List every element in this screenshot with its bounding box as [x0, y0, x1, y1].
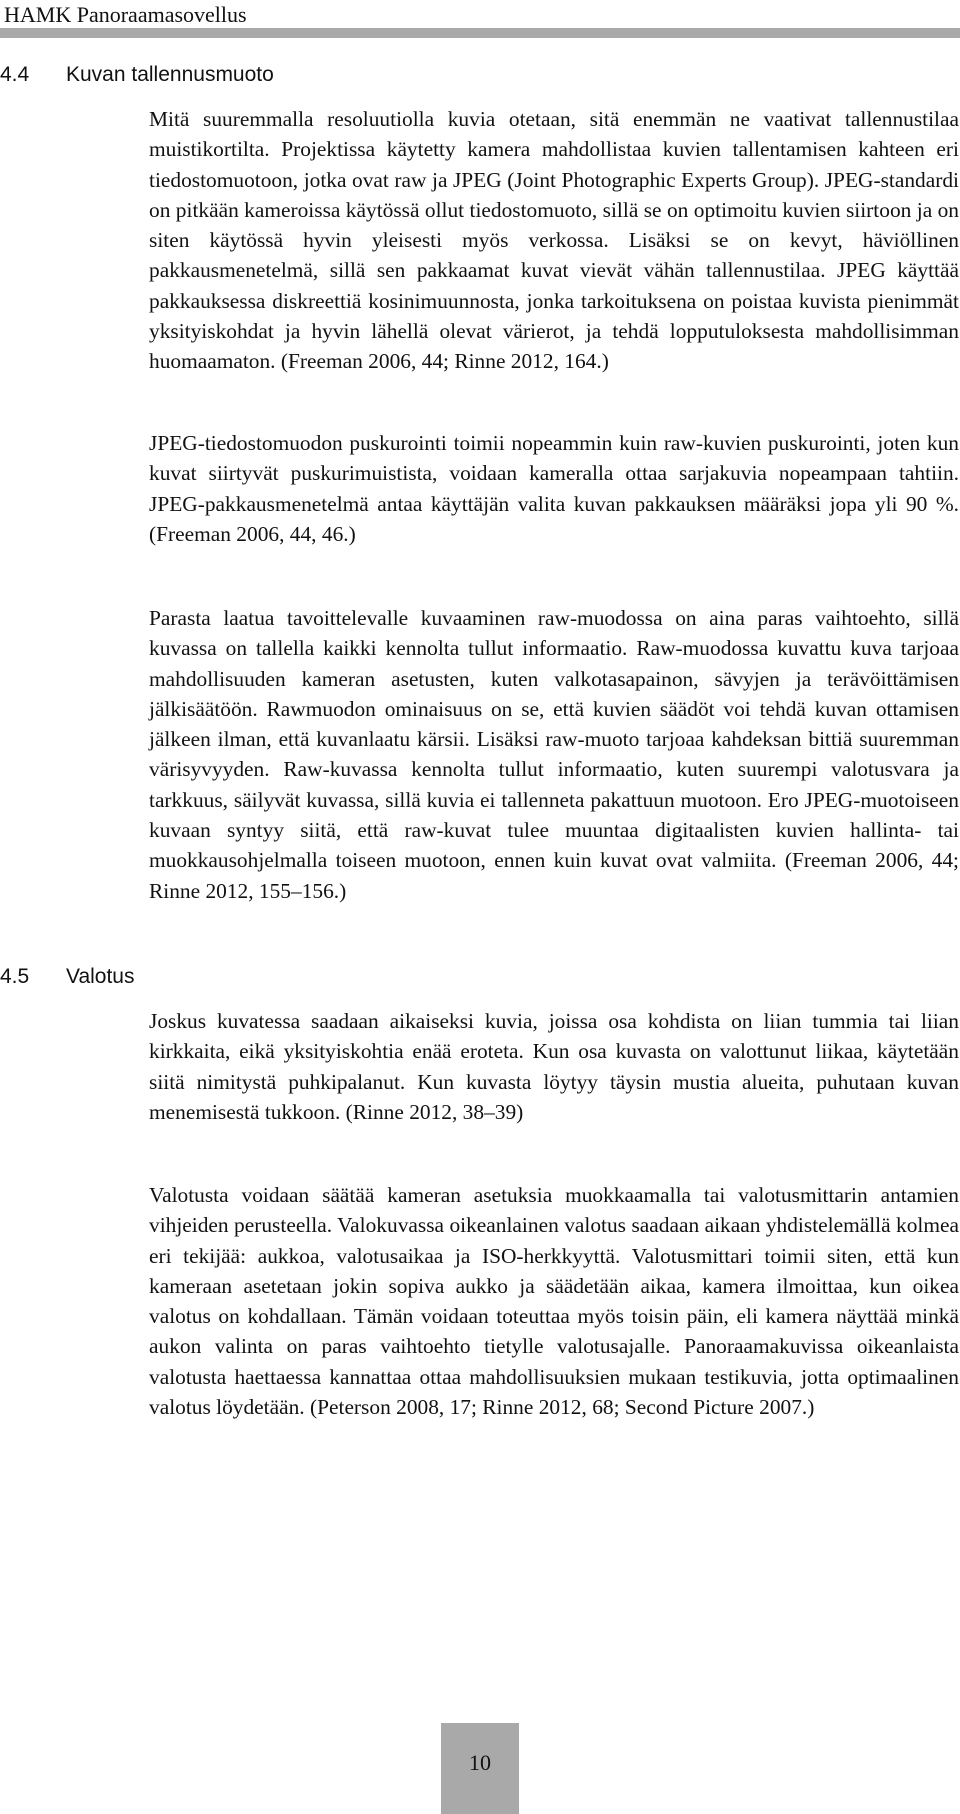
section-number: 4.5	[0, 965, 30, 988]
paragraph: Joskus kuvatessa saadaan aikaiseksi kuvia, joissa osa kohdista on liian tummia tai liian kirkkaita, eikä yksityiskohtia enää eroteta. Kun osa kuvasta on valottunut liikaa, käytetään siitä nimitystä puhkipalanut. Kun kuvasta löytyy täysin mustia alueita, puhutaan kuvan menemisestä tukkoon. (Rinne 2012, 38–39)	[149, 1009, 959, 1124]
page-number-box	[441, 1723, 519, 1814]
paragraph: Valotusta voidaan säätää kameran asetuksia muokkaamalla tai valotusmittarin antamien vihjeiden perusteella. Valokuvassa oikeanlainen valotus saadaan aikaan yhdistelemällä kolmea eri tekijää: aukkoa, valotusaikaa ja ISO-herkkyyttä. Valotusmittari toimii siten, että kun kameraan asetetaan jokin sopiva aukko ja säädetään aikaa, kamera ilmoittaa, kun oikea valotus on kohdallaan. Tämän voidaan toteuttaa myös toisin päin, eli kamera näyttää minkä aukon valinta on paras vaihtoehto tietylle valotusajalle. Panoraamakuvissa oikeanlaista valotusta haettaessa kannattaa ottaa mahdollisuuksien mukaan testikuvia, jotta optimaalinen valotus löydetään. (Peterson 2008, 17; Rinne 2012, 68; Second Picture 2007.)	[149, 1183, 959, 1420]
running-header: HAMK Panoraamasovellus	[4, 2, 247, 27]
page-number: 10	[469, 1750, 491, 1775]
section-heading-4-5	[0, 964, 135, 990]
paragraph: Parasta laatua tavoittelevalle kuvaaminen raw-muodossa on aina paras vaihtoehto, sillä kuvassa on tallella kaikki kennolta tullut informaatio. Raw-muodossa kuvattu kuva tarjoaa mahdollisuuden kameran asetusten, kuten valkotasapainon, sävyjen ja terävöittämisen jälkisäätöön. Rawmuodon ominaisuus on se, että kuvien säädöt voi tehdä kuvan ottamisen jälkeen ilman, että kuvanlaatu kärsii. Lisäksi raw-muoto tarjoaa kahdeksan bittiä suuremman värisyvyyden. Raw-kuvassa kennolta tullut informaatio, kuten suurempi valotusvara ja tarkkuus, säilyvät kuvassa, sillä kuvia ei tallenneta pakattuun muotoon. Ero JPEG-muotoiseen kuvaan syntyy siitä, että raw-kuvat tulee muuntaa digitaalisten kuvien hallinta- tai muokkausohjelmalla toiseen muotoon, ennen kuin kuvat ovat valmiita. (Freeman 2006, 44; Rinne 2012, 155–156.)	[149, 606, 959, 903]
paragraph: Mitä suuremmalla resoluutiolla kuvia otetaan, sitä enemmän ne vaativat tallennustilaa muistikortilta. Projektissa käytetty kamera mahdollistaa kuvien tallentamisen kahteen eri tiedostomuotoon, jotka ovat raw ja JPEG (Joint Photographic Experts Group). JPEG-standardi on pitkään kameroissa käytössä ollut tiedostomuoto, sillä se on optimoitu kuvien siirtoon ja on siten käytössä hyvin yleisesti myös verkossa. Lisäksi se on kevyt, häviöllinen pakkausmenetelmä, sillä sen pakkaamat kuvat vievät vähän tallennustilaa. JPEG käyttää pakkauksessa diskreettiä kosinimuunnosta, jonka tarkoituksena on poistaa kuvista pienimmät yksityiskohdat ja hyvin lähellä olevat värierot, ja tehdä lopputuloksesta mahdollisimman huomaamaton. (Freeman 2006, 44; Rinne 2012, 164.)	[149, 107, 959, 374]
paragraph: JPEG-tiedostomuodon puskurointi toimii nopeammin kuin raw-kuvien puskurointi, joten kun kuvat siirtyvät puskurimuistista, voidaan kameralla ottaa sarjakuvia nopeampaan tahtiin. JPEG-pakkausmenetelmä antaa käyttäjän valita kuvan pakkauksen määräksi jopa yli 90 %. (Freeman 2006, 44, 46.)	[149, 431, 959, 546]
section-title: Kuvan tallennusmuoto	[66, 63, 274, 86]
section-title: Valotus	[66, 965, 135, 988]
section-number: 4.4	[0, 63, 30, 86]
section-heading-4-4	[0, 62, 274, 88]
header-rule	[0, 28, 960, 38]
